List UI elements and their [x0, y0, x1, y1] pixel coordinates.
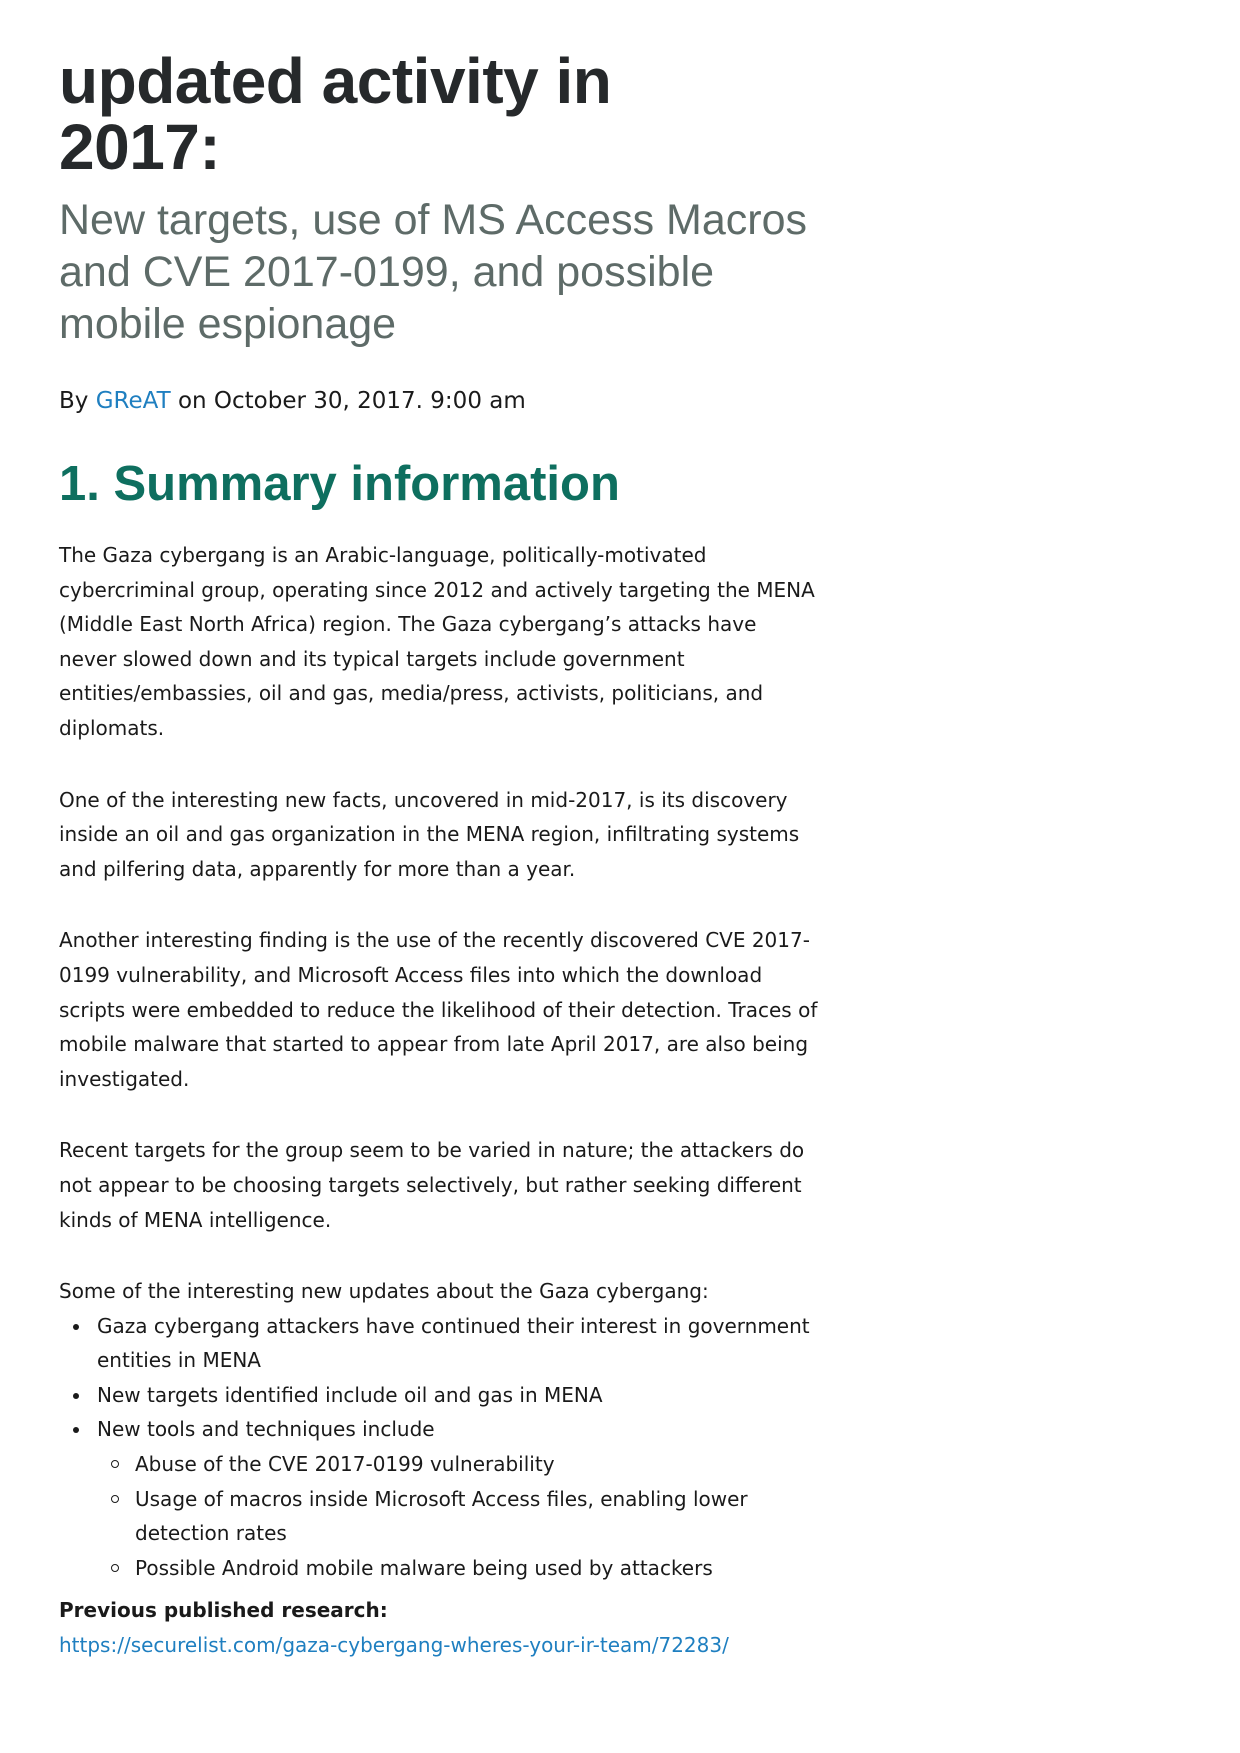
byline [59, 386, 819, 416]
author-link[interactable]: GReAT [95, 388, 171, 414]
paragraph-3: Another interesting finding is the use of the recently discovered CVE 2017-0199 vulnerability, and Microsoft Access files into which the download scripts were embedded to reduce the likelihood of their detection. Traces of mobile malware that started to appear from late April 2017, are also being investigated. [59, 928, 818, 1091]
paragraph-2: One of the interesting new facts, uncovered in mid-2017, is its discovery inside an oil and gas organization in the MENA region, infiltrating systems and pilfering data, apparently for more than a year. [59, 787, 800, 881]
paragraph-4: Recent targets for the group seem to be varied in nature; the attackers do not appear to be choosing targets selectively, but rather seeking different kinds of MENA intelligence. [59, 1138, 805, 1232]
updates-list [59, 1309, 819, 1586]
previous-research-label: Previous published research: [59, 1598, 388, 1623]
sublist-item: Usage of macros inside Microsoft Access files, enabling lower detection rates [135, 1482, 819, 1551]
title-line-1: updated activity in [59, 45, 612, 117]
list-item: Gaza cybergang attackers have continued their interest in government entities in MENA [97, 1309, 819, 1378]
list-item: New targets identified include oil and gas in MENA [97, 1378, 819, 1413]
page-title [59, 45, 819, 183]
title-line-2: 2017: [59, 111, 221, 183]
page-subtitle: New targets, use of MS Access Macros and CVE 2017-0199, and possible mobile espionage [59, 196, 807, 348]
paragraph-1: The Gaza cybergang is an Arabic-language, politically-motivated cybercriminal group, operating since 2012 and actively targeting the MENA (Middle East North Africa) region. The Gaza cybergang’s attacks have never slowed down and its typical targets include government entities/embassies, oil and gas, media/press, activists, politicians, and diplomats. [59, 543, 815, 740]
previous-research-link[interactable]: https://securelist.com/gaza-cybergang-wheres-your-ir-team/72283/ [59, 1633, 729, 1658]
section-heading: 1. Summary information [59, 457, 620, 511]
sublist-item: Abuse of the CVE 2017-0199 vulnerability [135, 1447, 819, 1482]
list-item-label: New tools and techniques include [97, 1417, 435, 1442]
article [59, 45, 819, 1663]
sublist-item: Possible Android mobile malware being used by attackers [135, 1551, 819, 1586]
byline-prefix: By [59, 388, 89, 414]
byline-date: on October 30, 2017. 9:00 am [177, 388, 526, 414]
list-item-with-sublist [97, 1412, 819, 1585]
updates-intro: Some of the interesting new updates about the Gaza cybergang: [59, 1279, 709, 1304]
previous-research-line [59, 1628, 819, 1663]
techniques-sublist [97, 1447, 819, 1585]
